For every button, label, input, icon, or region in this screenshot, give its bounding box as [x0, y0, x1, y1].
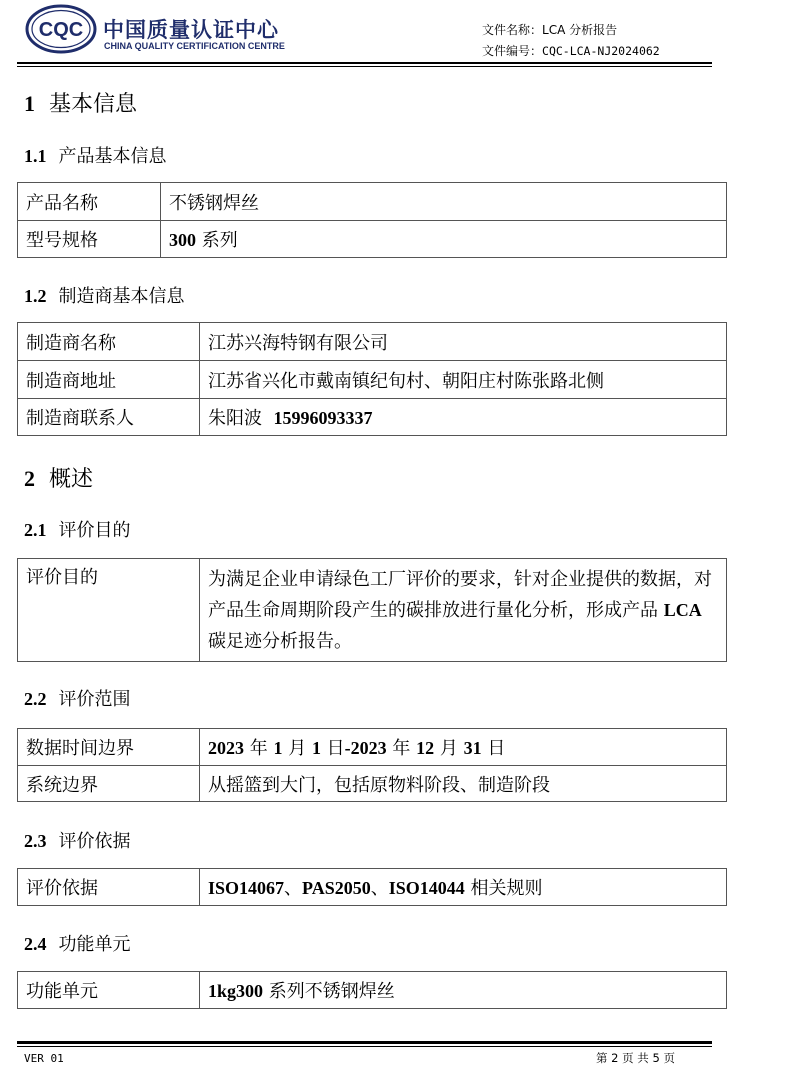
section-2-4-heading: [24, 930, 131, 956]
table-row: [18, 972, 727, 1009]
cqc-logo: [25, 4, 285, 56]
doc-no: CQC-LCA-NJ2024062: [542, 44, 660, 58]
purpose-text-part: 碳足迹分析报告。: [208, 630, 352, 652]
section-1-heading: [24, 87, 137, 118]
row-value: 从摇篮到大门，包括原物料阶段、制造阶段: [200, 766, 727, 802]
scope-table: [17, 728, 727, 802]
row-label: 系统边界: [18, 766, 200, 802]
separator: 、: [284, 878, 303, 899]
table-row: [18, 221, 727, 258]
page-mid: 页 共: [622, 1051, 649, 1065]
date-part: 日: [487, 738, 506, 759]
row-label: 制造商地址: [18, 361, 200, 399]
product-info-table: [17, 182, 727, 258]
date-part: 日: [326, 738, 345, 759]
unit-text: 系列不锈钢焊丝: [268, 981, 395, 1002]
row-label: 数据时间边界: [18, 729, 200, 766]
section-number: 1: [24, 91, 35, 116]
section-number: 2.4: [24, 934, 47, 954]
doc-name-label: 文件名称：: [482, 23, 543, 37]
purpose-text: [200, 559, 727, 662]
document-info: [482, 20, 660, 62]
section-number: 2.1: [24, 520, 47, 540]
date-part: 月: [439, 738, 458, 759]
model-number: 300: [169, 230, 196, 250]
row-label: 型号规格: [18, 221, 161, 258]
org-name-en: CHINA QUALITY CERTIFICATION CENTRE: [104, 41, 285, 51]
table-row: [18, 869, 727, 906]
row-value: [200, 869, 727, 906]
doc-name: LCA 分析报告: [542, 23, 618, 37]
contact-name: 朱阳波: [208, 408, 262, 429]
page-total: 5: [652, 1051, 660, 1065]
date-part: -2023: [344, 738, 387, 758]
basis-table: [17, 868, 727, 906]
table-row: [18, 766, 727, 802]
page-suffix: 页: [663, 1051, 675, 1065]
purpose-table: [17, 558, 727, 662]
doc-no-row: [482, 41, 660, 62]
table-row: [18, 361, 727, 399]
table-row: [18, 399, 727, 436]
section-2-heading: [24, 462, 93, 493]
row-value: [200, 972, 727, 1009]
page-indicator: [596, 1050, 675, 1066]
table-row: [18, 729, 727, 766]
standard-tail: 相关规则: [470, 878, 543, 899]
section-title: 概述: [49, 467, 94, 492]
separator: 、: [370, 878, 389, 899]
section-number: 1.2: [24, 286, 47, 306]
date-part: 年: [249, 738, 268, 759]
section-title: 功能单元: [58, 934, 131, 955]
footer-rule-thick: [17, 1041, 712, 1044]
row-label: 制造商联系人: [18, 399, 200, 436]
header-rule-thick: [17, 62, 712, 64]
header-rule-thin: [17, 66, 712, 67]
org-name-cn: 中国质量认证中心: [103, 18, 279, 42]
row-label: 评价目的: [18, 559, 200, 662]
section-1-2-heading: [24, 282, 185, 308]
contact-phone: 15996093337: [273, 408, 373, 428]
date-part: 2023: [208, 738, 244, 758]
standard-name: PAS2050: [302, 878, 371, 898]
row-value: 江苏省兴化市戴南镇纪旬村、朝阳庄村陈张路北侧: [200, 361, 727, 399]
purpose-text-part: 为满足企业申请绿色工厂评价的要求，针对企业提供的数据，对产品生命周期阶段产生的碳排放进行量化分析，形成产品: [208, 568, 712, 621]
table-row: [18, 559, 727, 662]
row-value: 不锈钢焊丝: [161, 183, 727, 221]
purpose-text-lca: LCA: [663, 599, 702, 620]
table-row: [18, 323, 727, 361]
time-boundary-value: [200, 729, 727, 766]
section-title: 基本信息: [49, 92, 138, 117]
version-label: VER 01: [24, 1052, 64, 1065]
section-title: 评价范围: [58, 689, 131, 710]
section-title: 评价依据: [58, 831, 131, 852]
doc-no-label: 文件编号：: [482, 44, 543, 58]
row-label: 功能单元: [18, 972, 200, 1009]
section-2-3-heading: [24, 827, 131, 853]
model-suffix: 系列: [201, 230, 238, 251]
doc-name-row: [482, 20, 660, 41]
row-label: 产品名称: [18, 183, 161, 221]
section-1-1-heading: [24, 142, 167, 168]
functional-unit-table: [17, 971, 727, 1009]
section-number: 2: [24, 466, 35, 491]
section-2-2-heading: [24, 685, 131, 711]
date-part: 31: [463, 738, 482, 758]
row-label: 评价依据: [18, 869, 200, 906]
row-label: 制造商名称: [18, 323, 200, 361]
section-number: 1.1: [24, 146, 47, 166]
date-part: 1: [273, 738, 283, 758]
date-part: 月: [288, 738, 307, 759]
page-number: 2: [611, 1051, 619, 1065]
standard-name: ISO14067: [208, 878, 285, 898]
section-number: 2.2: [24, 689, 47, 709]
standard-name: ISO14044: [388, 878, 465, 898]
section-title: 制造商基本信息: [58, 286, 185, 307]
section-title: 评价目的: [58, 520, 131, 541]
row-value: [161, 221, 727, 258]
date-part: 12: [416, 738, 435, 758]
table-row: [18, 183, 727, 221]
logo-text: CQC: [38, 19, 84, 41]
row-value: 江苏兴海特钢有限公司: [200, 323, 727, 361]
date-part: 1: [311, 738, 321, 758]
footer-rule-thin: [17, 1046, 712, 1047]
manufacturer-info-table: [17, 322, 727, 436]
date-part: 年: [392, 738, 411, 759]
section-title: 产品基本信息: [58, 146, 167, 167]
row-value: [200, 399, 727, 436]
page-prefix: 第: [596, 1051, 608, 1065]
cqc-logo-icon: [25, 4, 97, 54]
section-2-1-heading: [24, 516, 131, 542]
unit-number: 1kg300: [208, 981, 264, 1001]
section-number: 2.3: [24, 831, 47, 851]
